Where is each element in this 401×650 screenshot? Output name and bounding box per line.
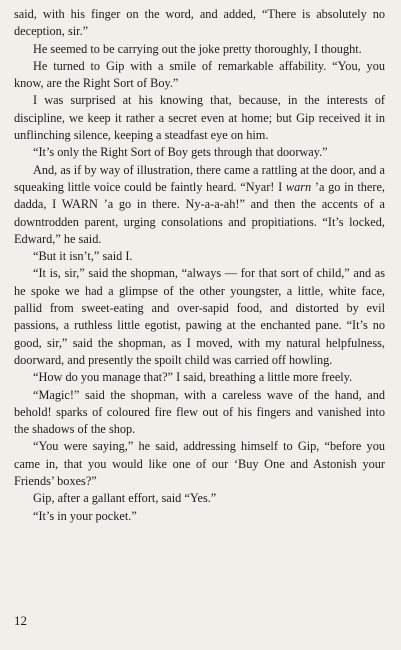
paragraph [14, 162, 385, 248]
paragraph [14, 265, 385, 369]
paragraph [14, 92, 385, 144]
paragraph [14, 438, 385, 490]
paragraph [14, 6, 385, 41]
text-run: He seemed to be carrying out the joke pretty thoroughly, I thought. [33, 41, 362, 56]
text-run: Gip, after a gallant effort, said “Yes.” [33, 491, 217, 506]
text-run: ’a go in there, dadda, I WARN ’a go in there. Ny-a-a-ah!” and then the accents of a downtrodden parent, urging consolations and propitiations. “It’s locked, Edward,” he said. [14, 179, 385, 246]
text-run: I was surprised at his knowing that, because, in the interests of discipline, we keep it rather a secret even at home; but Gip received it in unflinching silence, keeping a steadfast eye on him. [14, 93, 385, 143]
paragraph [14, 387, 385, 439]
text-run: And, as if by way of illustration, there came a rattling at the door, and a squeaking little voice could be faintly heard. “Nyar! I [14, 162, 385, 194]
text-run: He turned to Gip with a smile of remarkable affability. “You, you know, are the Right Sort of Boy.” [14, 58, 385, 91]
text-run: “It’s in your pocket.” [33, 508, 137, 523]
text-run: “It’s only the Right Sort of Boy gets through that doorway.” [33, 145, 328, 160]
body-text [14, 6, 385, 525]
text-run: “How do you manage that?” I said, breathing a little more freely. [33, 370, 353, 385]
paragraph [14, 490, 385, 507]
paragraph [14, 58, 385, 93]
italic-text: warn [285, 179, 312, 194]
text-run: “You were saying,” he said, addressing himself to Gip, “before you came in, that you would like one of our ‘Buy One and Astonish your Friends’ boxes?” [14, 439, 385, 489]
text-run: “Magic!” said the shopman, with a careless wave of the hand, and behold! sparks of coloured fire flew out of his fingers and vanished into the shadows of the shop. [14, 387, 385, 437]
text-run: “But it isn’t,” said I. [33, 249, 133, 264]
text-run: “It is, sir,” said the shopman, “always — for that sort of child,” and as he spoke we had a glimpse of the other youngster, a little, white face, pallid from sweet-eating and over-sapid food, and distorted by evil passions, a ruthless little egotist, pawing at the enchanted pane. “It’s no good, sir,” said the shopman, as I moved, with my natural helpfulness, doorward, and presently the spoilt child was carried off howling. [14, 266, 385, 367]
paragraph [14, 144, 385, 161]
page-number: 12 [14, 613, 27, 628]
text-run: said, with his finger on the word, and added, “There is absolutely no deception, sir.” [14, 7, 385, 39]
paragraph [14, 41, 385, 58]
paragraph [14, 369, 385, 386]
paragraph [14, 248, 385, 265]
paragraph [14, 508, 385, 525]
